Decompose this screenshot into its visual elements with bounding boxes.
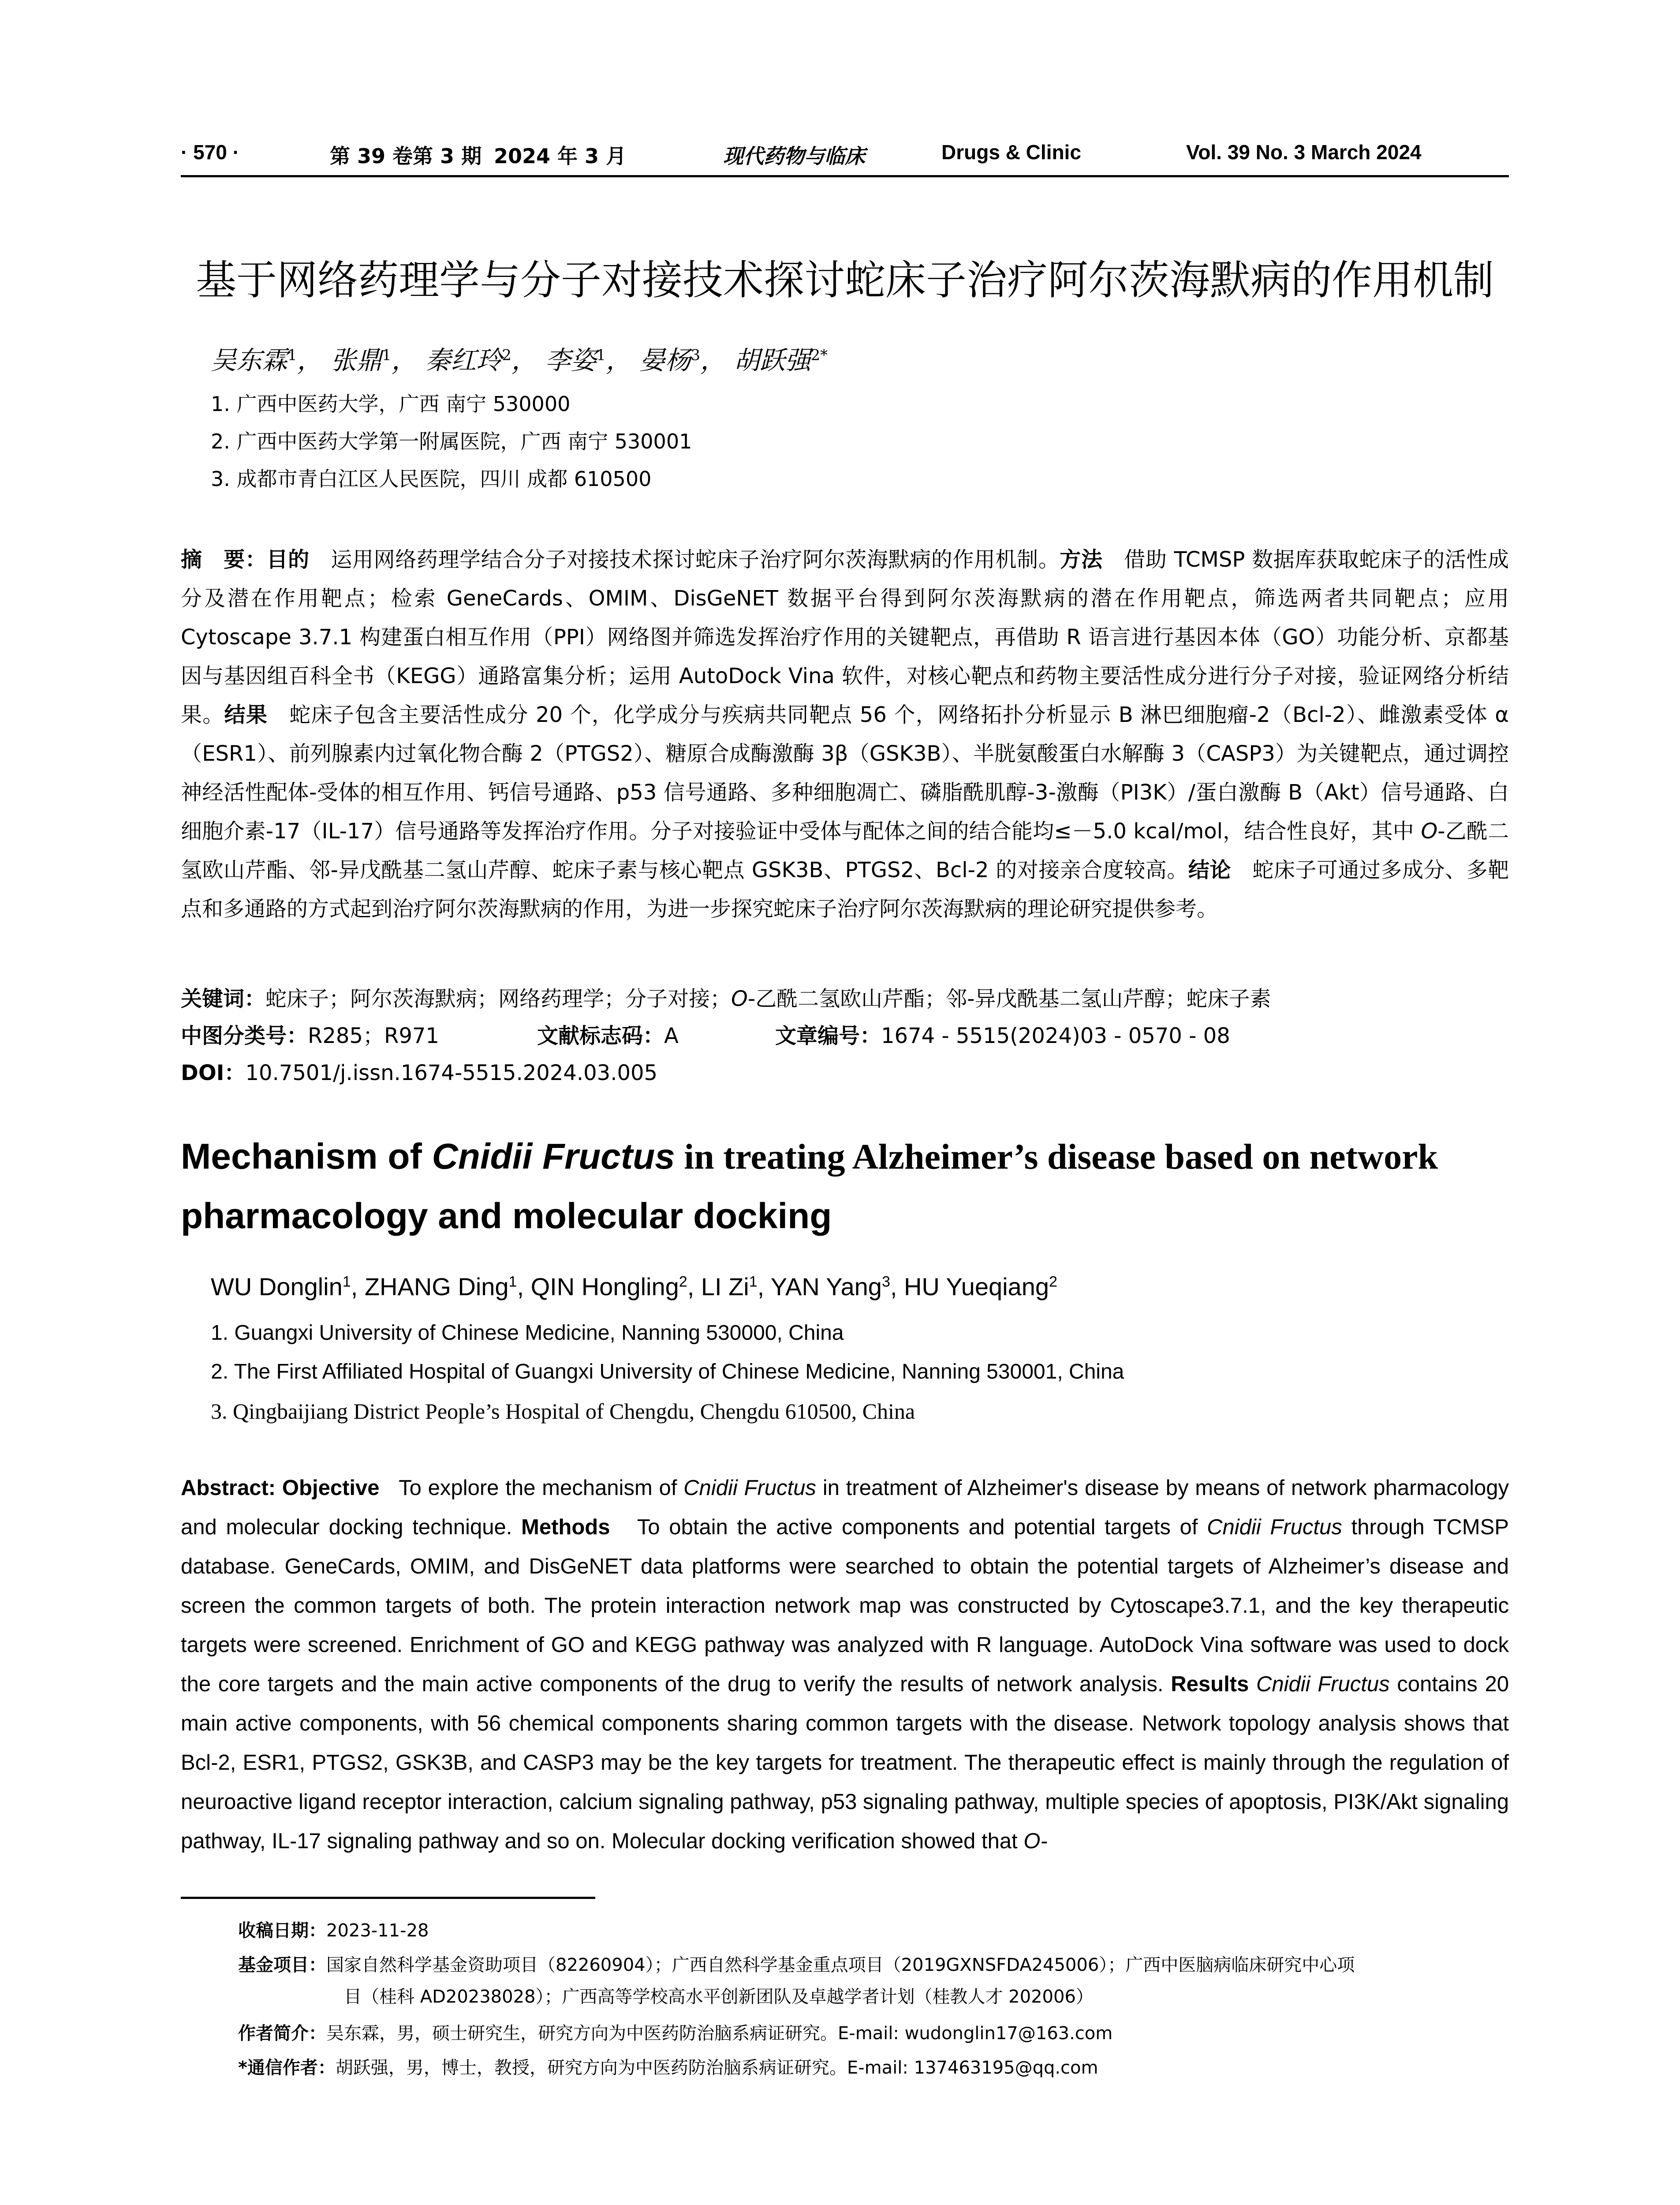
clc-value: R285；R971 — [308, 1024, 439, 1048]
author-affil-sup: 3 — [881, 1273, 890, 1290]
abstract-label-en: Abstract: — [181, 1476, 276, 1500]
title-en-line2: pharmacology and molecular docking — [181, 1196, 832, 1236]
doi-line — [181, 1056, 657, 1086]
methods-text-en-2: through TCMSP database. GeneCards, OMIM, and DisGeNET data platforms were searched to obtain the potential targets of Alzheimer’s disease and screen the common targets of both. The protein interaction network map was constructed by Cytoscape3.7.1, and the key therapeutic targets were screened. Enrichment of GO and KEGG pathway was analyzed with R language. AutoDock Vina software was used to dock the core targets and the main active components of the drug to verify the results of network analysis. — [181, 1515, 1509, 1696]
results-label-en: Results — [1171, 1672, 1249, 1696]
journal-name-en: Drugs & Clinic — [941, 141, 1081, 164]
methods-italic-en: Cnidii Fructus — [1207, 1515, 1342, 1539]
results-text-en: contains 20 main active components, with 56 chemical components sharing common targets with the disease. Network topology analysis shows that Bcl-2, ESR1, PTGS2, GSK3B, and CASP3 may be the key targets for treatment. The therapeutic effect is mainly through the regulation of neuroactive ligand receptor interaction, calcium signaling pathway, p53 signaling pathway, multiple species of apoptosis, PI3K/Akt signaling pathway, IL-17 signaling pathway and so on. Molecular docking verification showed that — [181, 1672, 1509, 1853]
title-en-italic: Cnidii Fructus — [432, 1136, 675, 1177]
author-name: 吴东霖 — [211, 345, 288, 375]
author-affil-sup: 3 — [691, 346, 701, 364]
volume-issue-cn: 第 39 卷第 3 期 — [330, 144, 482, 168]
results-end-italic-en: O- — [1023, 1829, 1048, 1853]
keywords-cn — [181, 982, 1271, 1012]
volume-issue-en: Vol. 39 No. 3 March 2024 — [1186, 141, 1422, 164]
abstract-en — [181, 1469, 1509, 1861]
keywords-italic-cn: O — [731, 987, 748, 1011]
doi-label: DOI： — [181, 1061, 246, 1085]
author-affil-sup: 1 — [508, 1273, 517, 1290]
methods-label-cn: 方法 — [1060, 547, 1103, 572]
results-italic-cn: O — [1421, 819, 1438, 844]
funding-text-2: 目（桂科 AD20238028）；广西高等学校高水平创新团队及卓越学者计划（桂教人才 202006） — [344, 1987, 1094, 2007]
abstract-label-cn: 摘 要： — [181, 547, 267, 572]
methods-label-en: Methods — [521, 1515, 610, 1539]
corresponding-author — [238, 2052, 1499, 2084]
author-name: HU Yueqiang — [903, 1273, 1049, 1301]
author-affil-sup: 1 — [342, 1273, 351, 1290]
author-affil-sup: 1 — [287, 346, 297, 364]
issue-date-cn: 2024 年 3 月 — [494, 144, 627, 168]
doi-value: 10.7501/j.issn.1674-5515.2024.03.005 — [245, 1061, 658, 1085]
footnote-rule — [181, 1897, 595, 1899]
article-number-label: 文章编号： — [775, 1024, 881, 1048]
classification-line — [181, 1019, 439, 1049]
author-name: YAN Yang — [770, 1273, 882, 1301]
funding-note — [238, 1949, 1499, 2013]
article-number-value: 1674 - 5515(2024)03 - 0570 - 08 — [881, 1024, 1230, 1048]
objective-text-cn: 运用网络药理学结合分子对接技术探讨蛇床子治疗阿尔茨海默病的作用机制。 — [331, 547, 1060, 572]
conclusion-label-cn: 结论 — [1188, 858, 1231, 882]
results-italic-en: Cnidii Fructus — [1256, 1672, 1390, 1696]
corresponding-text: 胡跃强，男，博士，教授，研究方向为中医药防治脑系病证研究。E-mail: 137463195@qq.com — [335, 2058, 1098, 2078]
affiliation-en-2: 2. The First Affiliated Hospital of Guangxi University of Chinese Medicine, Nanning 530001, China — [211, 1360, 1124, 1383]
title-en-part2: in treating Alzheimer’s disease based on network — [675, 1136, 1438, 1177]
received-date — [238, 1915, 1499, 1947]
results-text-cn-2: -乙酰二氢欧山芹酯、邻-异戊酰基二氢山芹醇、蛇床子素与核心靶点 GSK3B、PTGS2、Bcl-2 的对接亲合度较高。 — [181, 819, 1509, 882]
author-affil-sup: 2 — [679, 1273, 687, 1290]
author-affil-sup: 1 — [382, 346, 392, 364]
conclusion-text-cn: 蛇床子可通过多成分、多靶点和多通路的方式起到治疗阿尔茨海默病的作用，为进一步探究蛇床子治疗阿尔茨海默病的理论研究提供参考。 — [181, 858, 1509, 921]
author-name: 胡跃强 — [734, 345, 811, 375]
article-title-en — [181, 1127, 1509, 1246]
methods-text-cn: 借助 TCMSP 数据库获取蛇床子的活性成分及潜在作用靶点；检索 GeneCards、OMIM、DisGeNET 数据平台得到阿尔茨海默病的潜在作用靶点，筛选两者共同靶点；应用 Cytoscape 3.7.1 构建蛋白相互作用（PPI）网络图并筛选发挥治疗作用的关键靶点，再借助 R 语言进行基因本体（GO）功能分析、京都基因与基因组百科全书（KEGG）通路富集分析；运用 AutoDock Vina 软件，对核心靶点和药物主要活性成分进行分子对接，验证网络分析结果。 — [181, 547, 1509, 727]
keywords-text-cn-2: -乙酰二氢欧山芹酯；邻-异戊酰基二氢山芹醇；蛇床子素 — [747, 987, 1271, 1011]
author-affil-sup: 2 — [1049, 1273, 1057, 1290]
journal-name-cn: 现代药物与临床 — [723, 144, 865, 168]
doc-code-label: 文献标志码： — [537, 1024, 665, 1048]
author-affil-sup: 1 — [749, 1273, 758, 1290]
methods-text-en: To obtain the active components and potential targets of — [637, 1515, 1207, 1539]
author-name: WU Donglin — [211, 1273, 343, 1301]
objective-text-en: To explore the mechanism of — [399, 1476, 684, 1500]
author-name: 张鼎 — [331, 345, 382, 375]
author-affil-sup: 1 — [596, 346, 606, 364]
results-label-cn: 结果 — [224, 703, 268, 727]
author-name: 晏杨 — [639, 345, 691, 375]
affiliation-en-3: 3. Qingbaijiang District People’s Hospital of Chengdu, Chengdu 610500, China — [211, 1399, 915, 1424]
affiliation-cn-1: 1. 广西中医药大学，广西 南宁 530000 — [211, 392, 571, 416]
funding-text: 国家自然科学基金资助项目（82260904）；广西自然科学基金重点项目（2019GXNSFDA245006）；广西中医脑病临床研究中心项 — [326, 1955, 1355, 1975]
author-name: ZHANG Ding — [364, 1273, 509, 1301]
objective-italic-en: Cnidii Fructus — [683, 1476, 816, 1500]
author-list-en: WU Donglin$^1$, ZHANG Ding$^1$, QIN Hongling$^2$, LI Zi$^1$, YAN Yang$^3$, HU Yueqiang$^2$ — [211, 1273, 1057, 1301]
author-bio — [238, 2018, 1499, 2049]
abstract-cn — [181, 540, 1509, 928]
doc-code-line — [537, 1019, 679, 1049]
author-list-cn: 吴东霖$^1$， 张鼎$^1$， 秦红玲$^2$， 李姿$^1$， 晏杨$^3$， 胡跃强$^{2*}$ — [211, 345, 828, 375]
keywords-label-cn: 关键词： — [181, 987, 266, 1011]
objective-label-en: Objective — [282, 1476, 380, 1500]
clc-label: 中图分类号： — [181, 1024, 308, 1048]
author-name: 秦红玲 — [425, 345, 502, 375]
author-name: 李姿 — [545, 345, 597, 375]
corresponding-label: *通信作者： — [238, 2058, 336, 2078]
author-name: LI Zi — [701, 1273, 749, 1301]
affiliation-cn-3: 3. 成都市青白江区人民医院，四川 成都 610500 — [211, 467, 652, 491]
objective-label-cn: 目的 — [266, 547, 310, 572]
author-name: QIN Hongling — [530, 1273, 679, 1301]
author-affil-sup: 2 — [502, 346, 511, 364]
affiliation-cn-2: 2. 广西中医药大学第一附属医院，广西 南宁 530001 — [211, 430, 692, 453]
article-title-cn: 基于网络药理学与分子对接技术探讨蛇床子治疗阿尔茨海默病的作用机制 — [195, 257, 1494, 304]
doc-code-value: A — [664, 1024, 679, 1048]
received-label: 收稿日期： — [238, 1921, 326, 1941]
funding-label: 基金项目： — [238, 1955, 326, 1975]
title-en-part1: Mechanism of — [181, 1136, 432, 1177]
received-value: 2023-11-28 — [326, 1921, 429, 1941]
page-number: · 570 · — [181, 141, 239, 164]
keywords-text-cn: 蛇床子；阿尔茨海默病；网络药理学；分子对接； — [265, 987, 732, 1011]
author-affil-sup: 2* — [810, 346, 828, 364]
author-bio-label: 作者简介： — [238, 2023, 326, 2044]
article-number-line — [775, 1019, 1230, 1049]
author-bio-text: 吴东霖，男，硕士研究生，研究方向为中医药防治脑系病证研究。E-mail: wudonglin17@163.com — [326, 2023, 1113, 2044]
results-text-cn: 蛇床子包含主要活性成分 20 个，化学成分与疾病共同靶点 56 个，网络拓扑分析显示 B 淋巴细胞瘤-2（Bcl-2）、雌激素受体 α（ESR1）、前列腺素内过氧化物合酶 2（PTGS2）、糖原合成酶激酶 3β（GSK3B）、半胱氨酸蛋白水解酶 3（CASP3）为关键靶点，通过调控神经活性配体-受体的相互作用、钙信号通路、p53 信号通路、多种细胞凋亡、磷脂酰肌醇-3-激酶（PI3K）/蛋白激酶 B（Akt）信号通路、白细胞介素-17（IL-17）信号通路等发挥治疗作用。分子对接验证中受体与配体之间的结合能均≤－5.0 kcal/mol，结合性良好，其中 — [181, 703, 1509, 844]
header-rule — [181, 175, 1509, 177]
objective-text-en-2: in treatment of Alzheimer's disease by means of network pharmacology and molecular docking technique. — [181, 1476, 1509, 1539]
affiliation-en-1: 1. Guangxi University of Chinese Medicine, Nanning 530000, China — [211, 1321, 844, 1345]
